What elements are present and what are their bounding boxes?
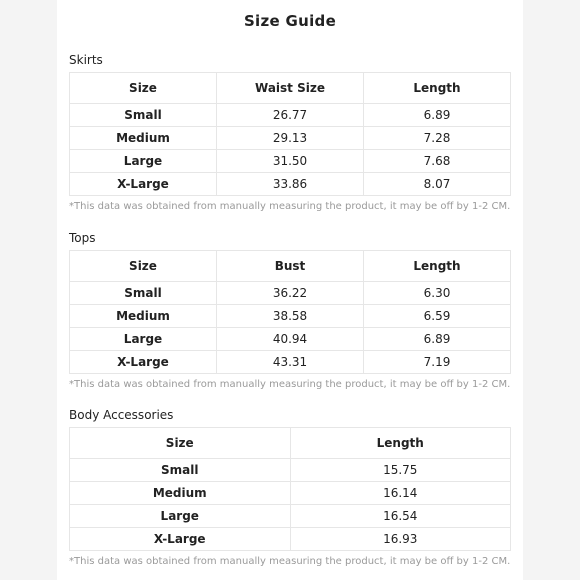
measurement-note: *This data was obtained from manually measuring the product, it may be off by 1-2 CM. xyxy=(69,201,511,212)
value-cell: 38.58 xyxy=(217,305,364,328)
column-header: Size xyxy=(70,428,291,459)
section-label: Skirts xyxy=(69,53,103,67)
table-header-row xyxy=(70,73,511,104)
value-cell: 33.86 xyxy=(217,173,364,196)
section-label: Body Accessories xyxy=(69,408,174,422)
size-cell: Large xyxy=(70,150,217,173)
table-row xyxy=(70,282,511,305)
table-header-row xyxy=(70,428,511,459)
value-cell: 16.54 xyxy=(290,505,511,528)
value-cell: 16.93 xyxy=(290,528,511,551)
size-cell: Large xyxy=(70,328,217,351)
measurement-note: *This data was obtained from manually measuring the product, it may be off by 1-2 CM. xyxy=(69,556,511,567)
page-title: Size Guide xyxy=(243,12,337,30)
section-skirts xyxy=(69,52,511,212)
table-row xyxy=(70,482,511,505)
value-cell: 7.68 xyxy=(364,150,511,173)
value-cell: 16.14 xyxy=(290,482,511,505)
size-cell: Small xyxy=(70,104,217,127)
section-tops xyxy=(69,230,511,390)
column-header: Bust xyxy=(217,251,364,282)
column-header: Length xyxy=(364,251,511,282)
value-cell: 6.30 xyxy=(364,282,511,305)
size-cell: Medium xyxy=(70,127,217,150)
value-cell: 7.19 xyxy=(364,351,511,374)
size-table xyxy=(69,427,511,551)
value-cell: 40.94 xyxy=(217,328,364,351)
section-label: Tops xyxy=(69,231,96,245)
table-row xyxy=(70,150,511,173)
size-cell: Large xyxy=(70,505,291,528)
size-cell: Medium xyxy=(70,305,217,328)
column-header: Size xyxy=(70,251,217,282)
table-row xyxy=(70,351,511,374)
value-cell: 7.28 xyxy=(364,127,511,150)
section-body-accessories xyxy=(69,407,511,567)
column-header: Size xyxy=(70,73,217,104)
size-cell: X-Large xyxy=(70,173,217,196)
column-header: Length xyxy=(290,428,511,459)
table-row xyxy=(70,127,511,150)
column-header: Length xyxy=(364,73,511,104)
size-cell: Small xyxy=(70,459,291,482)
table-header-row xyxy=(70,251,511,282)
table-row xyxy=(70,328,511,351)
table-row xyxy=(70,104,511,127)
table-row xyxy=(70,528,511,551)
value-cell: 29.13 xyxy=(217,127,364,150)
table-row xyxy=(70,305,511,328)
table-row xyxy=(70,505,511,528)
size-cell: X-Large xyxy=(70,351,217,374)
value-cell: 36.22 xyxy=(217,282,364,305)
value-cell: 43.31 xyxy=(217,351,364,374)
size-cell: Small xyxy=(70,282,217,305)
value-cell: 31.50 xyxy=(217,150,364,173)
measurement-note: *This data was obtained from manually measuring the product, it may be off by 1-2 CM. xyxy=(69,379,511,390)
table-row xyxy=(70,459,511,482)
size-cell: X-Large xyxy=(70,528,291,551)
value-cell: 26.77 xyxy=(217,104,364,127)
size-cell: Medium xyxy=(70,482,291,505)
size-table xyxy=(69,72,511,196)
value-cell: 15.75 xyxy=(290,459,511,482)
value-cell: 8.07 xyxy=(364,173,511,196)
value-cell: 6.59 xyxy=(364,305,511,328)
value-cell: 6.89 xyxy=(364,104,511,127)
value-cell: 6.89 xyxy=(364,328,511,351)
table-row xyxy=(70,173,511,196)
size-table xyxy=(69,250,511,374)
column-header: Waist Size xyxy=(217,73,364,104)
